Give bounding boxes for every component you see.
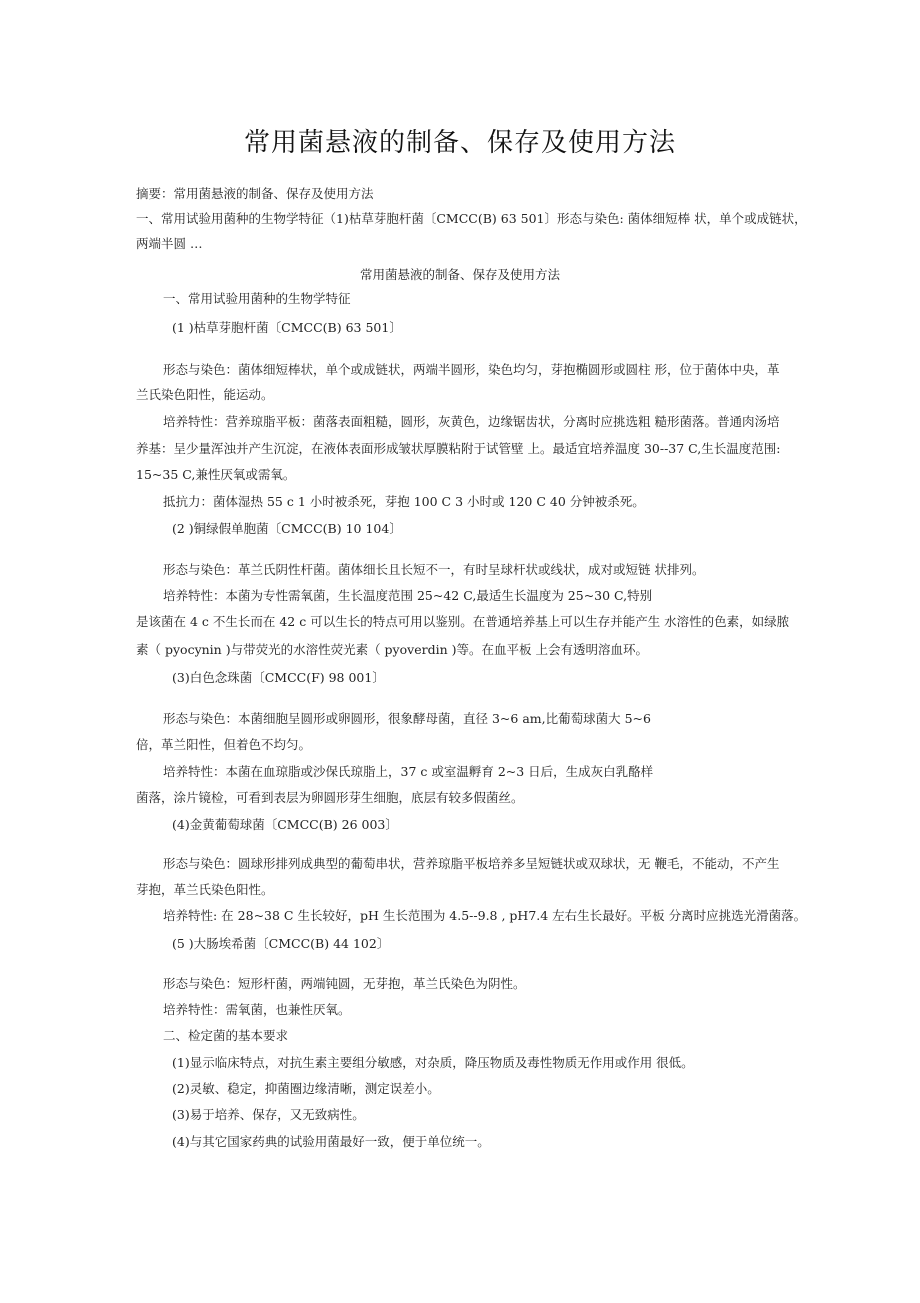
species-2-heading: (2 )铜绿假单胞菌〔CMCC(B) 10 104〕 xyxy=(172,521,402,536)
species-2-culture-3: 素（ pyocynin )与带荧光的水溶性荧光素（ pyoverdin )等。在血平板 上会有透明溶血环。 xyxy=(136,642,648,657)
section-1-heading: 一、常用试验用菌种的生物学特征 xyxy=(163,291,351,306)
species-2-morphology: 形态与染色：革兰氏阴性杆菌。菌体细长且长短不一，有时呈球杆状或线状，成对或短链 状排列。 xyxy=(163,562,705,577)
species-1-culture-3: 15~35 C,兼性厌氧或需氧。 xyxy=(136,467,296,482)
species-3-culture-2: 菌落，涂片镜检，可看到表层为卵圆形芽生细胞，底层有较多假菌丝。 xyxy=(136,790,524,805)
species-3-heading: (3)白色念珠菌〔CMCC(F) 98 001〕 xyxy=(172,670,385,685)
species-1-morphology-1: 形态与染色：菌体细短棒状，单个或成链状，两端半圆形，染色均匀，芽抱椭圆形或圆柱 形，位于菌体中央，革 xyxy=(163,362,780,377)
species-3-morphology-2: 倍，革兰阳性，但着色不均匀。 xyxy=(136,737,312,752)
requirement-item-4: (4)与其它国家药典的试验用菌最好一致，便于单位统一。 xyxy=(172,1134,490,1149)
species-2-culture-2: 是该菌在 4 c 不生长而在 42 c 可以生长的特点可用以鉴别。在普通培养基上可以生存并能产生 水溶性的色素，如绿脓 xyxy=(136,614,790,629)
species-3-culture-1: 培养特性：本菌在血琼脂或沙保氏琼脂上，37 c 或室温孵育 2~3 日后，生成灰白乳酪样 xyxy=(163,764,654,779)
species-1-culture-1: 培养特性：营养琼脂平板：菌落表面粗糙，圆形，灰黄色，边缘锯齿状，分离时应挑选粗 糙形菌落。普通肉汤培 xyxy=(163,414,780,429)
abstract-line-1: 摘要：常用菌悬液的制备、保存及使用方法 xyxy=(136,186,374,201)
abstract-line-2: 一、常用试验用菌种的生物学特征（1)枯草芽胞杆菌〔CMCC(B) 63 501〕形态与染色: 菌体细短棒 状，单个或成链状， xyxy=(136,211,807,226)
requirement-item-2: (2)灵敏、稳定，抑菌圈边缘清晰，测定误差小。 xyxy=(172,1081,440,1096)
species-5-morphology: 形态与染色：短形杆菌，两端钝圆，无芽抱，革兰氏染色为阴性。 xyxy=(163,976,526,991)
species-4-morphology-1: 形态与染色：圆球形排列成典型的葡萄串状，营养琼脂平板培养多呈短链状或双球状，无 鞭毛，不能动，不产生 xyxy=(163,856,780,871)
abstract-line-3: 两端半圆 … xyxy=(136,236,203,251)
species-4-culture: 培养特性: 在 28~38 C 生长较好，pH 生长范围为 4.5--9.8 , pH7.4 左右生长最好。平板 分离时应挑选光滑菌落。 xyxy=(163,908,807,923)
requirement-item-1: (1)显示临床特点，对抗生素主要组分敏感，对杂质，降压物质及毒性物质无作用或作用 很低。 xyxy=(172,1055,694,1070)
document-title: 常用菌悬液的制备、保存及使用方法 xyxy=(243,128,676,158)
species-1-culture-2: 养基：呈少量浑浊并产生沉淀，在液体表面形成皱状厚膜粘附于试管壁 上。最适宜培养温度 30--37 C,生长温度范围: xyxy=(136,441,781,456)
species-5-heading: (5 )大肠埃希菌〔CMCC(B) 44 102〕 xyxy=(172,936,390,951)
species-1-morphology-2: 兰氏染色阳性，能运动。 xyxy=(136,387,274,402)
species-4-heading: (4)金黄葡萄球菌〔CMCC(B) 26 003〕 xyxy=(172,817,398,832)
species-3-morphology-1: 形态与染色：本菌细胞呈圆形或卵圆形，很象酵母菌，直径 3~6 am,比葡萄球菌大 5~6 xyxy=(163,711,651,726)
species-1-heading: (1 )枯草芽胞杆菌〔CMCC(B) 63 501〕 xyxy=(172,320,402,335)
species-5-culture: 培养特性：需氧菌，也兼性厌氧。 xyxy=(163,1002,351,1017)
species-1-resistance: 抵抗力：菌体湿热 55 c 1 小时被杀死，芽抱 100 C 3 小时或 120 C 40 分钟被杀死。 xyxy=(163,494,645,509)
section-2-heading: 二、检定菌的基本要求 xyxy=(163,1028,289,1043)
requirement-item-3: (3)易于培养、保存，又无致病性。 xyxy=(172,1107,365,1122)
species-4-morphology-2: 芽抱，革兰氏染色阳性。 xyxy=(136,882,274,897)
document-subtitle: 常用菌悬液的制备、保存及使用方法 xyxy=(359,267,560,282)
species-2-culture-1: 培养特性：本菌为专性需氧菌，生长温度范围 25~42 C,最适生长温度为 25~30 C,特别 xyxy=(163,588,653,603)
